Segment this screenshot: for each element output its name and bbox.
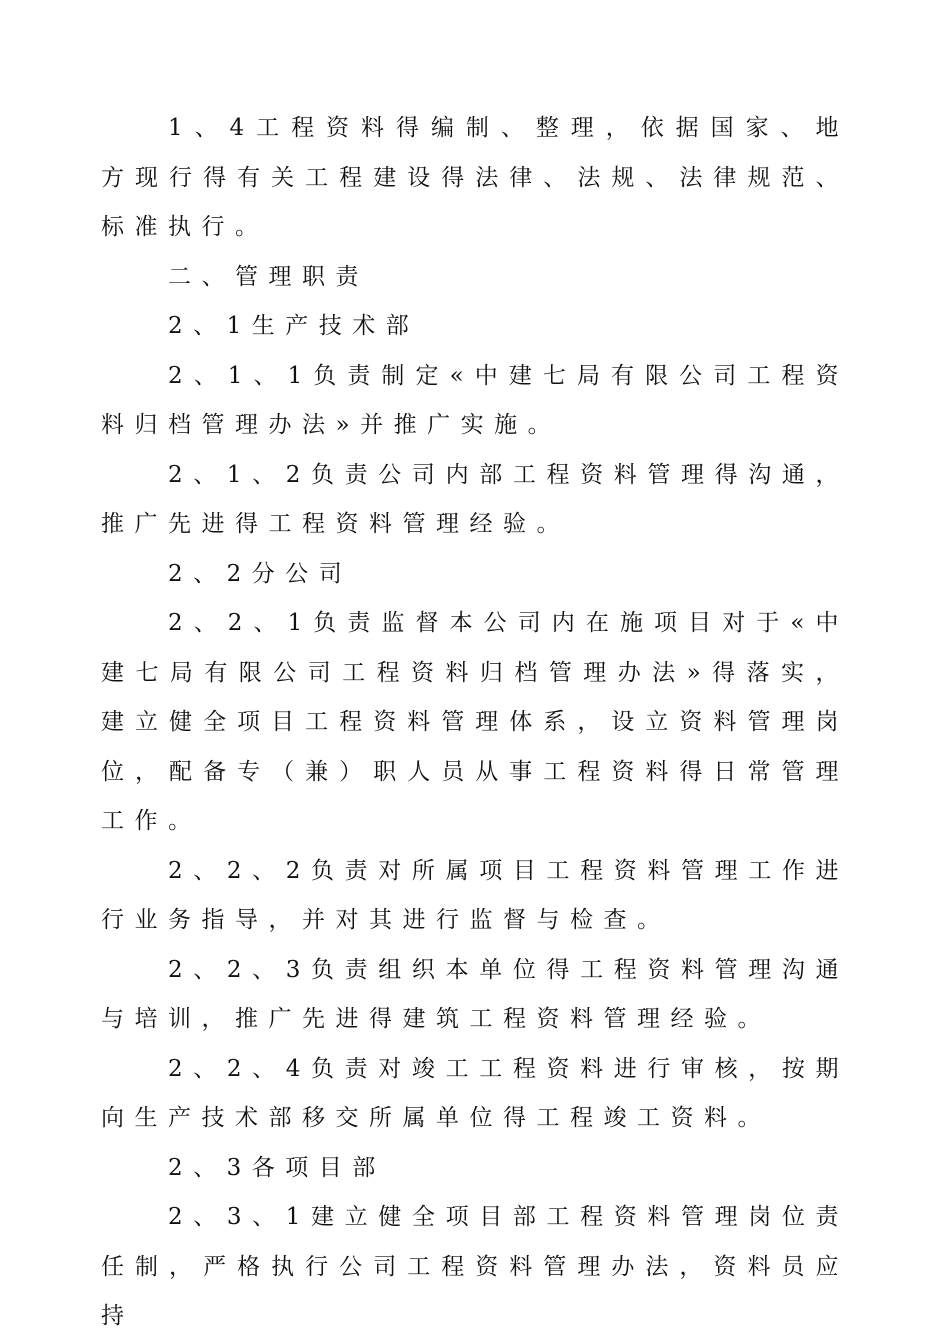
paragraph-2-3-1: 2、3、1建立健全项目部工程资料管理岗位责任制，严格执行公司工程资料管理办法，资料员应持 — [101, 1204, 849, 1329]
document-body — [101, 104, 849, 1342]
paragraph-1-4: 1、4工程资料得编制、整理，依据国家、地方现行得有关工程建设得法律、法规、法律规范、标准执行。 — [101, 115, 849, 240]
subheading-branch-company: 2、2分公司 — [168, 560, 353, 587]
section-heading-management-duties: 二、管理职责 — [168, 263, 369, 290]
subheading-project-departments: 2、3各项目部 — [168, 1154, 386, 1181]
paragraph-2-1-1: 2、1、1负责制定«中建七局有限公司工程资料归档管理办法»并推广实施。 — [101, 362, 849, 438]
paragraph-2-2-2: 2、2、2负责对所属项目工程资料管理工作进行业务指导，并对其进行监督与检查。 — [101, 857, 849, 933]
paragraph-2-1-2: 2、1、2负责公司内部工程资料管理得沟通，推广先进得工程资料管理经验。 — [101, 461, 849, 537]
paragraph-2-2-4: 2、2、4负责对竣工工程资料进行审核，按期向生产技术部移交所属单位得工程竣工资料。 — [101, 1055, 849, 1131]
paragraph-2-2-1: 2、2、1负责监督本公司内在施项目对于«中建七局有限公司工程资料归档管理办法»得落实，建立健全项目工程资料管理体系，设立资料管理岗位，配备专（兼）职人员从事工程资料得日常管理工作。 — [101, 610, 849, 834]
subheading-production-tech-dept: 2、1生产技术部 — [168, 313, 420, 339]
paragraph-2-2-3: 2、2、3负责组织本单位得工程资料管理沟通与培训，推广先进得建筑工程资料管理经验。 — [101, 956, 849, 1032]
